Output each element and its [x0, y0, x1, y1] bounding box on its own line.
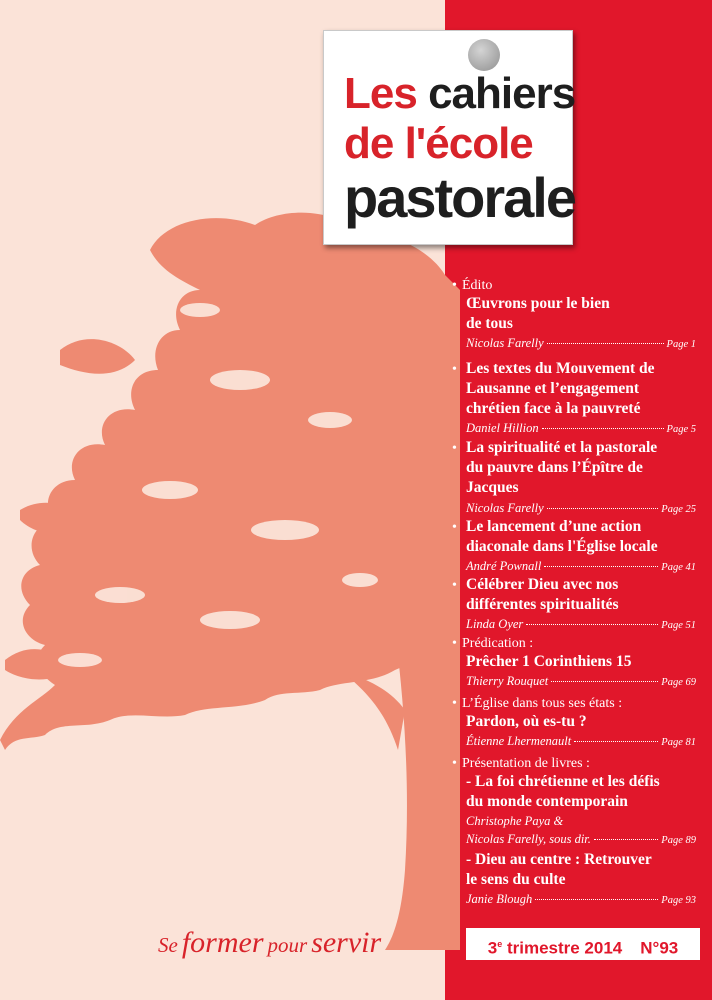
- issue-quarter-suffix: e: [497, 939, 503, 949]
- toc-author-row: [466, 892, 696, 907]
- toc-page: Page 93: [661, 895, 696, 906]
- toc-author-line: Christophe Paya &: [466, 814, 564, 828]
- toc-author: Étienne Lhermenault: [466, 734, 572, 748]
- toc-page: Page 41: [661, 562, 696, 573]
- issue-period: trimestre 2014: [506, 938, 623, 958]
- toc-page: Page 51: [661, 620, 696, 631]
- toc-author-row: [466, 559, 696, 574]
- grey-dot-icon: [468, 39, 500, 71]
- masthead-line-3: pastorale: [344, 166, 575, 229]
- toc-title-line: Célébrer Dieu avec nos: [466, 576, 619, 593]
- toc-page: Page 25: [661, 504, 696, 515]
- tree-silhouette-icon: [0, 190, 460, 950]
- bullet: •: [452, 520, 457, 535]
- toc-category: Prédication :: [462, 636, 534, 651]
- toc-author: André Pownall: [466, 559, 542, 573]
- toc-page: Page 1: [666, 339, 696, 350]
- toc-author: Nicolas Farelly: [466, 501, 544, 515]
- toc-title-line: du pauvre dans l’Épître de: [466, 459, 643, 476]
- toc-title-line: La spiritualité et la pastorale: [466, 439, 658, 456]
- leader-dots: [526, 624, 658, 625]
- bullet: •: [452, 636, 457, 651]
- toc-category: Édito: [462, 278, 493, 293]
- toc-title-line: le sens du culte: [466, 871, 566, 888]
- bullet: •: [452, 278, 457, 293]
- toc-title-line: diaconale dans l'Église locale: [466, 538, 658, 555]
- leader-dots: [535, 899, 658, 900]
- leader-dots: [544, 566, 658, 567]
- issue-number: N°93: [640, 938, 679, 958]
- toc-author: Thierry Rouquet: [466, 674, 549, 688]
- masthead-word-cahiers: cahiers: [428, 69, 576, 118]
- toc-page: Page 89: [661, 835, 696, 846]
- leader-dots: [551, 681, 658, 682]
- slogan: [158, 926, 381, 960]
- toc-author-row: [466, 421, 696, 436]
- bullet: •: [452, 362, 457, 377]
- leader-dots: [542, 428, 664, 429]
- toc-title-line: Les textes du Mouvement de: [466, 360, 655, 377]
- toc-author-row: [466, 832, 696, 847]
- toc-author: Daniel Hillion: [466, 421, 539, 435]
- issue-quarter: 3: [487, 938, 498, 958]
- bullet: •: [452, 696, 457, 711]
- toc-title-line: Jacques: [466, 479, 519, 496]
- toc-title-line: Lausanne et l’engagement: [466, 380, 640, 397]
- issue-badge: [466, 928, 700, 960]
- toc-author-row: [466, 617, 696, 632]
- toc-title-line: du monde contemporain: [466, 793, 628, 810]
- toc-title-line: - Dieu au centre : Retrouver: [466, 851, 652, 868]
- slogan-word: servir: [311, 926, 382, 959]
- toc-title-line: chrétien face à la pauvreté: [466, 400, 641, 417]
- masthead: [323, 30, 576, 245]
- leader-dots: [574, 741, 658, 742]
- bullet: •: [452, 756, 457, 771]
- leader-dots: [594, 839, 658, 840]
- toc-title-line: - La foi chrétienne et les défis: [466, 773, 660, 790]
- toc-author-row: [466, 336, 696, 351]
- toc-page: Page 69: [661, 677, 696, 688]
- leader-dots: [547, 508, 659, 509]
- toc-category: L’Église dans tous ses états :: [462, 696, 623, 711]
- toc-category: Présentation de livres :: [462, 756, 590, 771]
- toc-author-row: [466, 734, 696, 749]
- toc-author: Linda Oyer: [466, 617, 524, 631]
- toc-author: Nicolas Farelly: [466, 336, 544, 350]
- toc-title-line: différentes spiritualités: [466, 596, 619, 613]
- toc-title-line: Pardon, où es-tu ?: [466, 713, 587, 730]
- slogan-word: pour: [267, 933, 308, 957]
- toc-author-row: [466, 501, 696, 516]
- bullet: •: [452, 578, 457, 593]
- slogan-word: Se: [158, 933, 178, 957]
- toc-author: Janie Blough: [466, 892, 533, 906]
- toc-title-line: Prêcher 1 Corinthiens 15: [466, 653, 632, 670]
- toc-title-line: Le lancement d’une action: [466, 518, 642, 535]
- masthead-word-les: Les: [344, 69, 417, 118]
- toc-author: Nicolas Farelly, sous dir.: [466, 832, 591, 846]
- toc-title-line: de tous: [466, 315, 513, 332]
- masthead-line-2: de l'école: [344, 119, 533, 168]
- leader-dots: [547, 343, 664, 344]
- toc-title-line: Œuvrons pour le bien: [466, 295, 610, 312]
- bullet: •: [452, 441, 457, 456]
- slogan-word: former: [181, 926, 264, 959]
- toc-page: Page 5: [666, 424, 696, 435]
- toc-author-row: [466, 674, 696, 689]
- masthead-line-1: [344, 69, 575, 119]
- toc-page: Page 81: [661, 737, 696, 748]
